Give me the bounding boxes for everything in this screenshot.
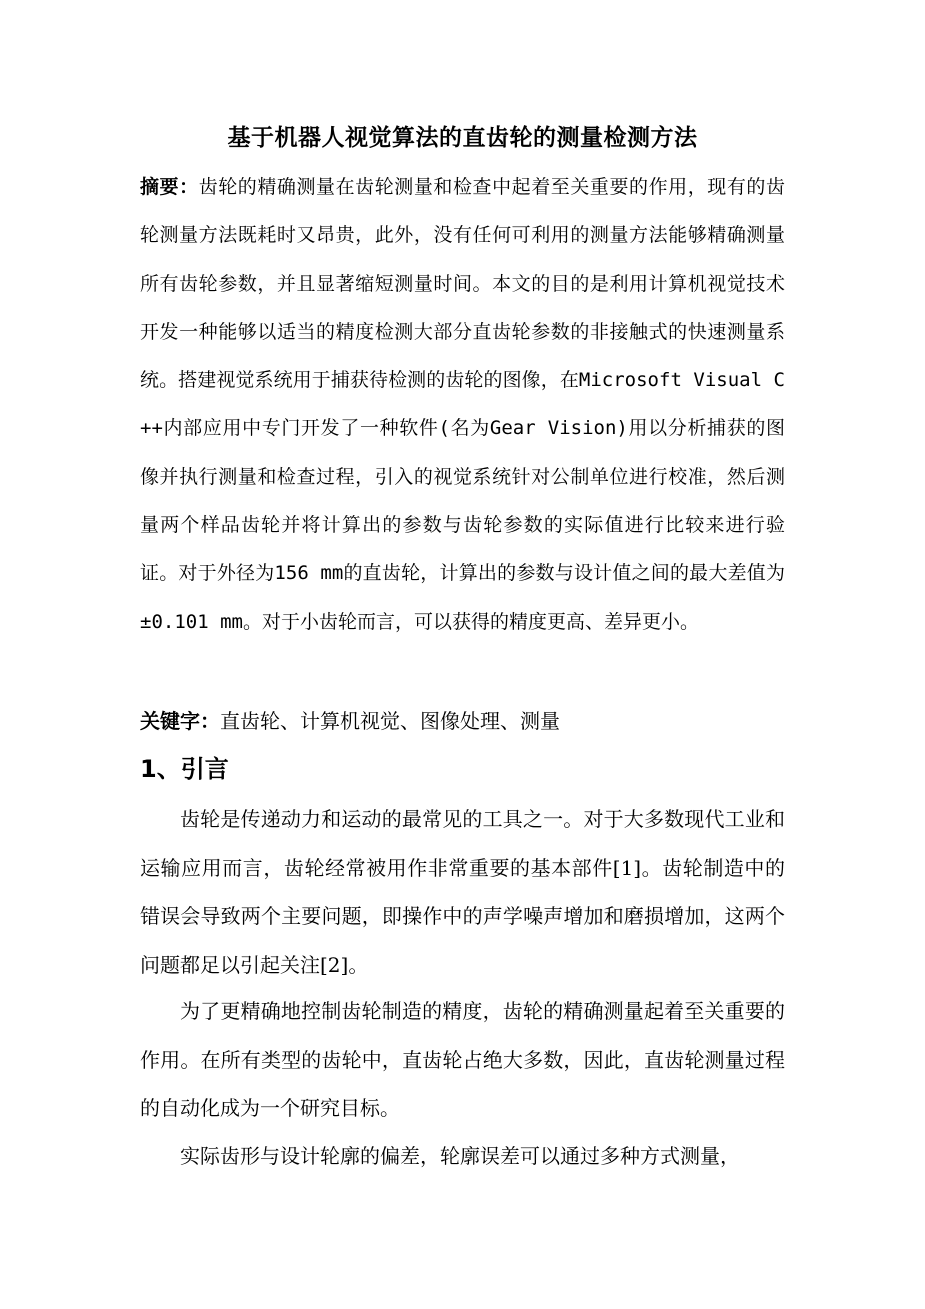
keywords-text: 直齿轮、计算机视觉、图像处理、测量 bbox=[220, 709, 560, 733]
abstract-label: 摘要： bbox=[140, 176, 199, 198]
paper-title: 基于机器人视觉算法的直齿轮的测量检测方法 bbox=[227, 124, 698, 151]
abstract bbox=[140, 163, 785, 646]
abstract-text: 齿轮的精确测量在齿轮测量和检查中起着至关重要的作用，现有的齿轮测量方法既耗时又昂贵，此外，没有任何可利用的测量方法能够精确测量所有齿轮参数，并且显著缩短测量时间。本文的目的是利用计算机视觉技术开发一种能够以适当的精度检测大部分直齿轮参数的非接触式的快速测量系统。搭建视觉系统用于捕获待检测的齿轮的图像，在Microsoft Visual C ++内部应用中专门开发了一种软件(名为Gear Vision)用以分析捕获的图像并执行测量和检查过程，引入的视觉系统针对公制单位进行校准，然后测量两个样品齿轮并将计算出的参数与齿轮参数的实际值进行比较来进行验证。对于外径为156 mm的直齿轮，计算出的参数与设计值之间的最大差值为±0.101 mm。对于小齿轮而言，可以获得的精度更高、差异更小。 bbox=[140, 176, 785, 633]
body-paragraph-1: 齿轮是传递动力和运动的最常见的工具之一。对于大多数现代工业和运输应用而言，齿轮经常被用作非常重要的基本部件[1]。齿轮制造中的错误会导致两个主要问题，即操作中的声学噪声增加和磨损增加，这两个问题都足以引起关注[2]。 bbox=[140, 807, 785, 977]
section-heading: 1、引言 bbox=[140, 755, 229, 783]
keywords-label: 关键字： bbox=[140, 709, 220, 733]
body-paragraph-3: 实际齿形与设计轮廓的偏差，轮廓误差可以通过多种方式测量， bbox=[180, 1144, 740, 1168]
body-paragraph-2: 为了更精确地控制齿轮制造的精度，齿轮的精确测量起着至关重要的作用。在所有类型的齿轮中，直齿轮占绝大多数，因此，直齿轮测量过程的自动化成为一个研究目标。 bbox=[140, 999, 785, 1120]
keywords bbox=[140, 697, 785, 745]
